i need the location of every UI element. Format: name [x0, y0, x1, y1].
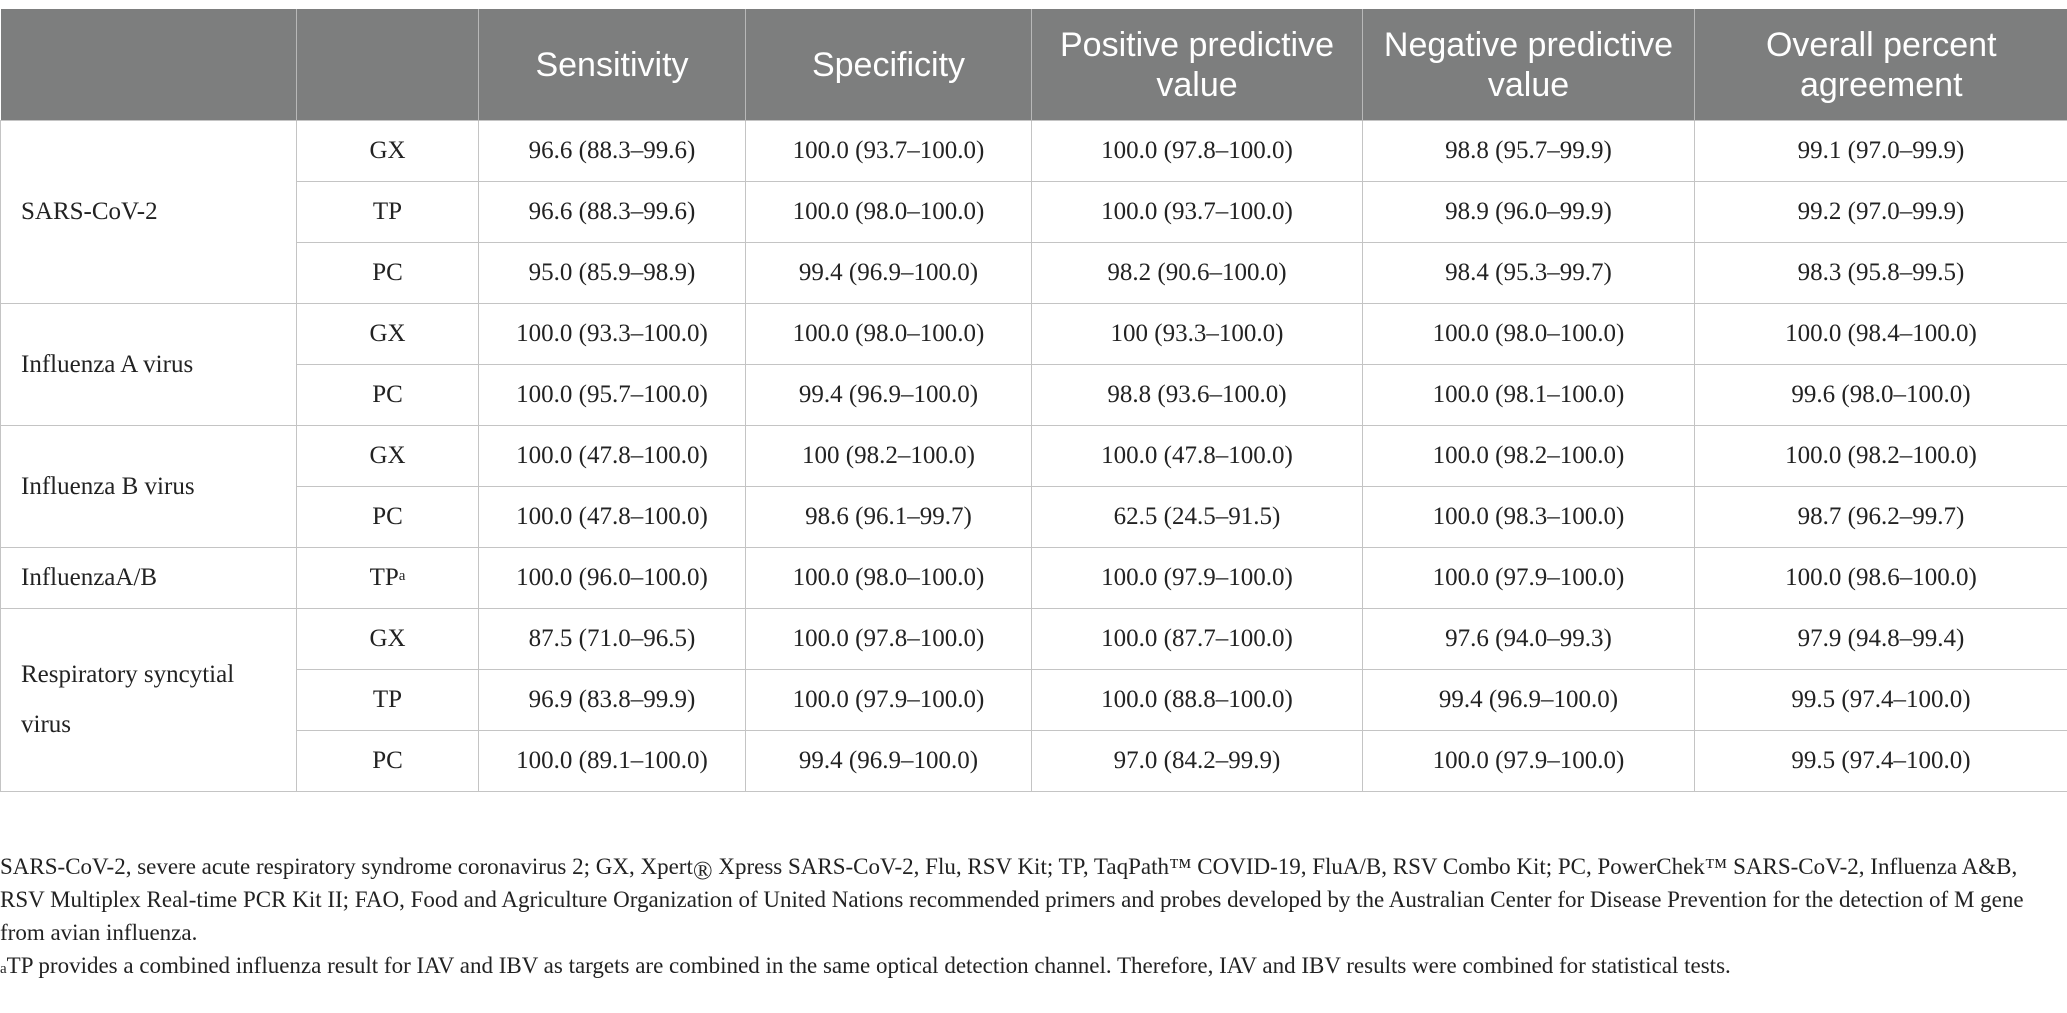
table-row: [1, 487, 2067, 548]
table-row: [1, 121, 2067, 182]
value-cell: 87.5 (71.0–96.5): [479, 609, 746, 670]
registered-mark: ®: [692, 856, 713, 885]
header-cell-opa: Overall percent agreement: [1695, 9, 2067, 121]
value-cell: 97.0 (84.2–99.9): [1032, 731, 1363, 792]
kit-cell: [297, 182, 479, 243]
value-cell: 98.8 (95.7–99.9): [1363, 121, 1695, 182]
table-row: [1, 609, 2067, 670]
kit-label: GX: [369, 442, 406, 469]
value-cell: 100.0 (97.9–100.0): [1363, 548, 1695, 609]
value-cell: 100.0 (98.6–100.0): [1695, 548, 2067, 609]
value-cell: 100.0 (95.7–100.0): [479, 365, 746, 426]
header-cell-kit: [297, 9, 479, 121]
value-cell: 100.0 (97.8–100.0): [746, 609, 1032, 670]
value-cell: 96.6 (88.3–99.6): [479, 121, 746, 182]
kit-cell: [297, 426, 479, 487]
value-cell: 100.0 (98.4–100.0): [1695, 304, 2067, 365]
kit-cell: [297, 121, 479, 182]
table-row: [1, 365, 2067, 426]
value-cell: 100.0 (97.9–100.0): [1032, 548, 1363, 609]
value-cell: 100.0 (97.8–100.0): [1032, 121, 1363, 182]
value-cell: 100.0 (98.2–100.0): [1363, 426, 1695, 487]
kit-cell: [297, 609, 479, 670]
table-row: [1, 182, 2067, 243]
kit-cell: [297, 304, 479, 365]
value-cell: 100.0 (98.0–100.0): [746, 304, 1032, 365]
value-cell: 96.9 (83.8–99.9): [479, 670, 746, 731]
group-name-cell: InfluenzaA/B: [1, 548, 297, 609]
table-row: [1, 243, 2067, 304]
kit-label: TP: [369, 564, 399, 591]
value-cell: 100.0 (47.8–100.0): [479, 426, 746, 487]
footnote-a-text: TP provides a combined influenza result for IAV and IBV as targets are combined in the same optical detection channel. Therefore, IAV and IBV results were combined for statistical tests.: [6, 953, 1731, 978]
value-cell: 100.0 (98.0–100.0): [746, 548, 1032, 609]
table-row: [1, 731, 2067, 792]
value-cell: 98.6 (96.1–99.7): [746, 487, 1032, 548]
value-cell: 100.0 (98.0–100.0): [746, 182, 1032, 243]
kit-label: PC: [372, 747, 403, 774]
value-cell: 100.0 (93.7–100.0): [1032, 182, 1363, 243]
value-cell: 99.4 (96.9–100.0): [746, 365, 1032, 426]
footnote-a: [0, 949, 2060, 982]
kit-cell: [297, 670, 479, 731]
table-row: [1, 670, 2067, 731]
table-row: [1, 304, 2067, 365]
value-cell: 100.0 (93.7–100.0): [746, 121, 1032, 182]
value-cell: 99.4 (96.9–100.0): [746, 243, 1032, 304]
kit-label: GX: [369, 625, 406, 652]
kit-label: GX: [369, 137, 406, 164]
value-cell: 98.3 (95.8–99.5): [1695, 243, 2067, 304]
header-cell-group: [1, 9, 297, 121]
value-cell: 98.4 (95.3–99.7): [1363, 243, 1695, 304]
kit-cell: [297, 487, 479, 548]
kit-label: TP: [372, 686, 403, 713]
footnote-abbreviations: [0, 850, 2060, 949]
header-cell-sensitivity: Sensitivity: [479, 9, 746, 121]
value-cell: 100 (98.2–100.0): [746, 426, 1032, 487]
value-cell: 62.5 (24.5–91.5): [1032, 487, 1363, 548]
group-name-cell: Respiratory syncytial virus: [1, 609, 297, 792]
value-cell: 100.0 (98.2–100.0): [1695, 426, 2067, 487]
results-table-container: [0, 9, 2067, 792]
value-cell: 98.8 (93.6–100.0): [1032, 365, 1363, 426]
table-row: [1, 548, 2067, 609]
value-cell: 97.9 (94.8–99.4): [1695, 609, 2067, 670]
header-cell-specificity: Specificity: [746, 9, 1032, 121]
kit-label: PC: [372, 259, 403, 286]
value-cell: 99.5 (97.4–100.0): [1695, 731, 2067, 792]
value-cell: 100.0 (93.3–100.0): [479, 304, 746, 365]
value-cell: 99.2 (97.0–99.9): [1695, 182, 2067, 243]
group-name-cell: Influenza A virus: [1, 304, 297, 426]
kit-cell: [297, 731, 479, 792]
value-cell: 96.6 (88.3–99.6): [479, 182, 746, 243]
kit-cell: [297, 365, 479, 426]
value-cell: 100.0 (47.8–100.0): [479, 487, 746, 548]
value-cell: 100 (93.3–100.0): [1032, 304, 1363, 365]
table-body: [1, 121, 2067, 792]
kit-cell: [297, 243, 479, 304]
header-row: [1, 9, 2067, 121]
value-cell: 100.0 (97.9–100.0): [746, 670, 1032, 731]
footnote-abbrev-part1: SARS-CoV-2, severe acute respiratory syndrome coronavirus 2; GX, Xpert: [0, 854, 693, 879]
value-cell: 100.0 (98.1–100.0): [1363, 365, 1695, 426]
value-cell: 100.0 (96.0–100.0): [479, 548, 746, 609]
value-cell: 97.6 (94.0–99.3): [1363, 609, 1695, 670]
table-footnotes: [0, 850, 2060, 982]
value-cell: 99.1 (97.0–99.9): [1695, 121, 2067, 182]
value-cell: 98.7 (96.2–99.7): [1695, 487, 2067, 548]
footnote-a-mark: a: [0, 961, 7, 977]
value-cell: 98.9 (96.0–99.9): [1363, 182, 1695, 243]
value-cell: 99.6 (98.0–100.0): [1695, 365, 2067, 426]
value-cell: 100.0 (87.7–100.0): [1032, 609, 1363, 670]
kit-footnote-mark: a: [398, 568, 406, 584]
value-cell: 95.0 (85.9–98.9): [479, 243, 746, 304]
value-cell: 100.0 (88.8–100.0): [1032, 670, 1363, 731]
kit-cell: [297, 548, 479, 609]
value-cell: 100.0 (47.8–100.0): [1032, 426, 1363, 487]
value-cell: 98.2 (90.6–100.0): [1032, 243, 1363, 304]
value-cell: 99.4 (96.9–100.0): [1363, 670, 1695, 731]
kit-label: GX: [369, 320, 406, 347]
value-cell: 100.0 (89.1–100.0): [479, 731, 746, 792]
kit-label: PC: [372, 503, 403, 530]
value-cell: 99.5 (97.4–100.0): [1695, 670, 2067, 731]
kit-label: TP: [372, 198, 403, 225]
header-cell-npv: Negative predictive value: [1363, 9, 1695, 121]
value-cell: 100.0 (98.0–100.0): [1363, 304, 1695, 365]
kit-label: PC: [372, 381, 403, 408]
value-cell: 100.0 (97.9–100.0): [1363, 731, 1695, 792]
header-cell-ppv: Positive predictive value: [1032, 9, 1363, 121]
table-row: [1, 426, 2067, 487]
value-cell: 100.0 (98.3–100.0): [1363, 487, 1695, 548]
group-name-cell: SARS-CoV-2: [1, 121, 297, 304]
value-cell: 99.4 (96.9–100.0): [746, 731, 1032, 792]
diagnostic-performance-table: [0, 9, 2067, 792]
footnote-abbrev-part2: Xpress SARS-CoV-2, Flu, RSV Kit; TP, TaqPath™ COVID-19, FluA/B, RSV Combo Kit; PC, PowerChek™ SARS-CoV-2, Influenza A&B, RSV Multiplex Real-time PCR Kit II; FAO, Food and Agriculture Organization of United Nations recommended primers and probes developed by the Australian Center for Disease Prevention for the detection of M gene from avian influenza.: [0, 854, 2024, 945]
group-name-cell: Influenza B virus: [1, 426, 297, 548]
